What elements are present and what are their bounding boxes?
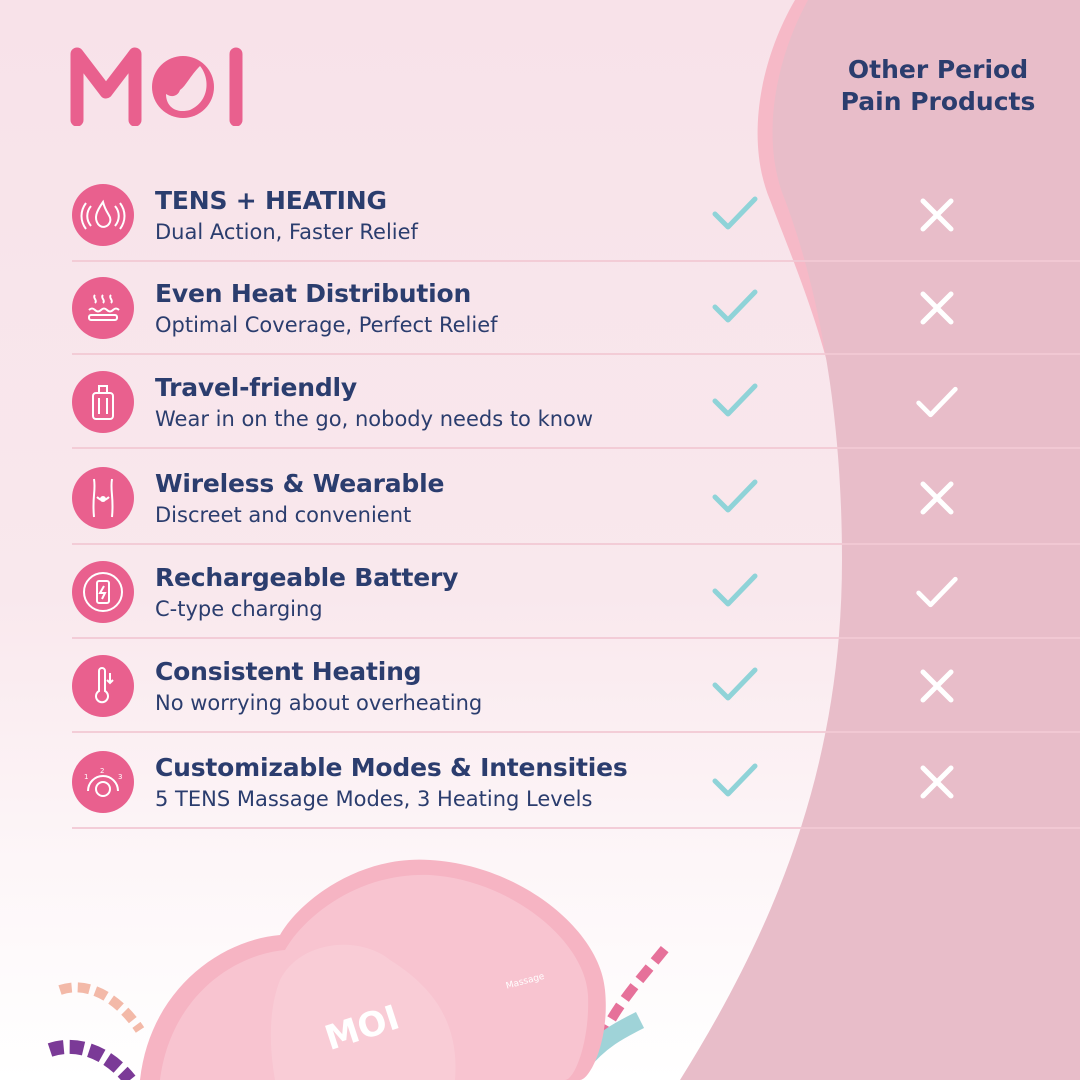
feature-title: Rechargeable Battery (155, 563, 459, 592)
feature-title: Wireless & Wearable (155, 469, 445, 498)
feature-title: Even Heat Distribution (155, 279, 472, 308)
thermometer-icon (72, 655, 134, 717)
feature-title: Customizable Modes & Intensities (155, 753, 628, 782)
feature-row (72, 735, 1080, 829)
moi-check-icon (710, 663, 760, 705)
flame-waves-icon (72, 184, 134, 246)
moi-check-icon (710, 569, 760, 611)
feature-row (72, 639, 1080, 733)
feature-subtitle: Wear in on the go, nobody needs to know (155, 407, 594, 431)
other-cross-icon (914, 475, 960, 521)
other-products-header: Other Period Pain Products (840, 55, 1036, 116)
other-cross-icon (914, 285, 960, 331)
mode-dial-icon (72, 751, 134, 813)
moi-check-icon (710, 379, 760, 421)
feature-row (72, 355, 1080, 449)
moi-logo (70, 46, 246, 126)
other-check-icon (914, 379, 960, 425)
heat-steam-icon (72, 277, 134, 339)
row-divider (72, 731, 1080, 733)
feature-row (72, 545, 1080, 639)
feature-row (72, 168, 1080, 262)
feature-row (72, 451, 1080, 545)
other-cross-icon (914, 192, 960, 238)
other-cross-icon (914, 663, 960, 709)
feature-title: Consistent Heating (155, 657, 422, 686)
moi-check-icon (710, 192, 760, 234)
feature-subtitle: Optimal Coverage, Perfect Relief (155, 313, 498, 337)
other-cross-icon (914, 759, 960, 805)
svg-text:2: 2 (100, 767, 105, 775)
row-divider (72, 447, 1080, 449)
moi-check-icon (710, 285, 760, 327)
row-divider (72, 827, 1080, 829)
svg-text:1: 1 (84, 773, 89, 781)
moi-check-icon (710, 475, 760, 517)
feature-subtitle: Dual Action, Faster Relief (155, 220, 418, 244)
device-logo-text: MOI (320, 997, 405, 1059)
feature-row (72, 261, 1080, 355)
suitcase-icon (72, 371, 134, 433)
device-massage-label: Massage (504, 971, 546, 992)
battery-charge-icon (72, 561, 134, 623)
svg-text:3: 3 (118, 773, 123, 781)
feature-subtitle: No worrying about overheating (155, 691, 483, 715)
feature-subtitle: C-type charging (155, 597, 323, 621)
feature-title: TENS + HEATING (155, 186, 387, 215)
feature-subtitle: 5 TENS Massage Modes, 3 Heating Levels (155, 787, 593, 811)
feature-subtitle: Discreet and convenient (155, 503, 412, 527)
body-wearable-icon (72, 467, 134, 529)
feature-title: Travel-friendly (155, 373, 357, 402)
moi-device-image (0, 840, 720, 1080)
other-check-icon (914, 569, 960, 615)
moi-check-icon (710, 759, 760, 801)
